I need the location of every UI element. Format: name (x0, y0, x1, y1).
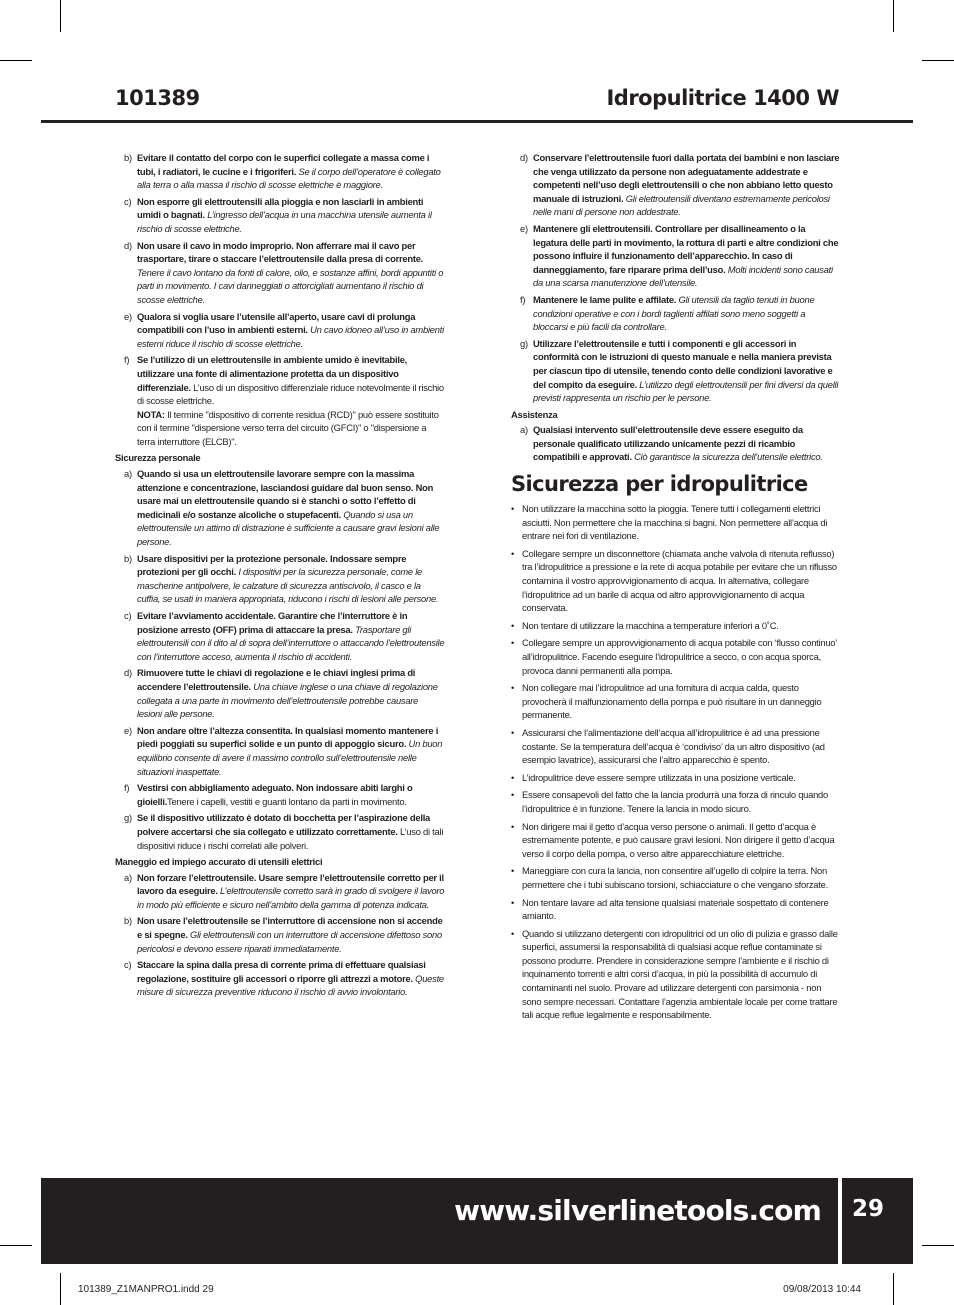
right-column (511, 151, 841, 1026)
bullet-dot-icon: • (511, 771, 515, 783)
item-letter: f) (124, 354, 130, 366)
item-letter: a) (124, 871, 132, 883)
list-item (511, 222, 841, 290)
list-item (115, 724, 445, 778)
item-text: Gli elettroutensili diventano estremamente pericolosi nelle mani di persone non addestrate. (533, 192, 830, 218)
item-bold-text: Qualora si voglia usare l’utensile all’aperto, usare cavi di prolunga compatibili con l’uso in ambienti esterni. (137, 310, 416, 336)
list-item (511, 337, 841, 405)
item-text: L’elettroutensile corretto sarà in grado di svolgere il lavoro in modo più efficiente e sicuro nell’ambito della gamma di potenza indicata. (137, 885, 445, 910)
bullet-item (511, 502, 841, 543)
list-item (115, 781, 445, 808)
crop-mark (60, 0, 61, 32)
note-text: Il termine "dispositivo di corrente residua (RCD)" può essere sostituito con il termine "dispersione verso terra del circuito (GFCI)" o "dispersione a terra interruttore (ELCB)". (137, 408, 439, 447)
list-item (115, 353, 445, 448)
file-slug: 101389_Z1MANPRO1.indd 29 (78, 1284, 214, 1295)
section-heading: Assistenza (511, 408, 558, 420)
bullet-text: Non dirigere mai il getto d’acqua verso persone o animali. Il getto d’acqua è estremamente potente, e può causare gravi lesioni. Non dirigere il getto d’acqua verso il corpo della pompa, o verso altre apparecchiature elettriche. (522, 820, 835, 859)
bullet-item (511, 771, 841, 785)
footer-divider (838, 1178, 842, 1264)
section-heading: Sicurezza personale (115, 452, 201, 464)
item-text: Tenere il cavo lontano da fonti di calore, olio, e sostanze affini, bordi appuntiti o parti in movimento. I cavi danneggiati o attorcigliati aumentano il rischio di scosse elettriche. (137, 266, 444, 305)
bullet-item (511, 681, 841, 722)
bullet-dot-icon: • (511, 547, 515, 559)
note (137, 408, 445, 449)
item-letter: b) (124, 552, 132, 564)
electrical-safety-list (115, 151, 445, 350)
item-bold-text: Evitare l’avviamento accidentale. Garantire che l’interruttore è in posizione arresto (OFF) prima di attaccare la presa. (137, 610, 408, 635)
crop-mark (0, 1245, 32, 1246)
item-letter: d) (124, 239, 132, 251)
bullet-text: L’idropulitrice deve essere sempre utilizzata in una posizione verticale. (522, 771, 796, 783)
bullet-item (511, 788, 841, 815)
bullet-list (511, 502, 841, 1022)
bullet-dot-icon: • (511, 503, 515, 515)
item-letter: f) (124, 782, 130, 794)
bullet-dot-icon: • (511, 865, 515, 877)
bullet-item (511, 820, 841, 861)
item-bold-text: Utilizzare l’elettroutensile e tutti i componenti e gli accessori in conformità con le istruzioni di questo manuale e nella maniera prevista per ciascun tipo di utensile, tenendo conto delle condizioni lavorative e del compito da eseguire. (533, 337, 833, 390)
list-item (115, 552, 445, 606)
list-item (115, 871, 445, 912)
item-letter: c) (124, 610, 132, 621)
bullet-item (511, 547, 841, 615)
bullet-dot-icon: • (511, 820, 515, 832)
item-letter: g) (124, 812, 132, 824)
item-bold-text: Se il dispositivo utilizzato è dotato di bocchetta per l’aspirazione della polvere accertarsi che sia collegato e utilizzato correttamente. (137, 812, 431, 837)
bullet-item (511, 619, 841, 633)
bullet-text: Assicurarsi che l’alimentazione dell’acqua all’idropulitrice è ad una pressione costante. Se la temperatura dell’acqua è ‘condiviso’ da un altro dispositivo (ad esempio lavatrice), assicurarsi che l’altro apparecchio è spento. (522, 726, 825, 766)
item-text: Tenere i capelli, vestiti e guanti lontano da parti in movimento. (167, 795, 407, 807)
item-text: Quando si usa un elettroutensile un attimo di distrazione è sufficiente a causare gravi lesioni alle persone. (137, 508, 440, 548)
item-bold-text: Non usare l’elettroutensile se l’interruttore di accensione non si accende e si spegne. (137, 915, 443, 941)
item-letter: b) (124, 152, 132, 163)
bullet-dot-icon: • (511, 726, 515, 738)
item-bold-text: Non usare il cavo in modo improprio. Non afferrare mai il cavo per trasportare, tirare o staccare l’elettroutensile dalla presa di corrente. (137, 239, 424, 265)
crop-mark (922, 1245, 954, 1246)
item-text: Un buon equilibrio consente di avere il massimo controllo sull’elettroutensile nelle situazioni inaspettate. (137, 738, 443, 777)
item-bold-text: Usare dispositivi per la protezione personale. Indossare sempre protezioni per gli occhi. (137, 552, 407, 578)
bullet-dot-icon: • (511, 619, 515, 631)
item-bold-text: Evitare il contatto del corpo con le superfici collegate a massa come i tubi, i radiatori, le cucine e i frigoriferi. (137, 152, 430, 177)
item-text: Gli elettroutensili con un interruttore di accensione difettoso sono pericolosi e devono essere riparati immediatamente. (137, 929, 442, 954)
item-text: L’uso di un dispositivo differenziale riduce notevolmente il rischio di scosse elettriche. (137, 381, 444, 407)
list-item (115, 151, 445, 192)
bullet-text: Non tentare lavare ad alta tensione qualsiasi materiale sospettato di contenere amianto. (522, 896, 829, 922)
bullet-item (511, 927, 841, 1022)
service-list (511, 423, 841, 464)
item-text: Se il corpo dell’operatore è collegato alla terra o alla massa il rischio di scosse elettriche è maggiore. (137, 165, 441, 191)
list-item (115, 195, 445, 236)
personal-safety-list (115, 467, 445, 852)
bullet-item (511, 726, 841, 767)
item-text: L’ingresso dell’acqua in una macchina utensile aumenta il rischio di scosse elettriche. (137, 209, 432, 234)
item-letter: d) (520, 152, 528, 163)
item-text: L’utilizzo degli elettroutensili per fini diversi da quelli previsti rappresenta un rischio per le persone. (533, 378, 839, 404)
item-text: Trasportare gli elettroutensili con il dito al di sopra dell’interruttore o attaccando l’elettroutensile con l’interruttore acceso, aumenta il rischio di accidenti. (137, 623, 445, 662)
item-text: Una chiave inglese o una chiave di regolazione collegata a una parte in movimento dell’elettroutensile potrebbe causare lesioni alle persone. (137, 680, 438, 720)
item-letter: g) (520, 337, 528, 349)
item-text: Molti incidenti sono causati da una scarsa manutenzione dell’utensile. (533, 263, 833, 289)
item-text: L’uso di tali dispositivi riduce i rischi correlati alle polveri. (137, 825, 444, 851)
item-letter: c) (124, 195, 132, 207)
crop-mark (60, 1273, 61, 1305)
page-title: Idropulitrice 1400 W (606, 86, 839, 110)
item-letter: b) (124, 915, 132, 927)
bullet-dot-icon: • (511, 927, 515, 939)
item-bold-text: Non esporre gli elettroutensili alla pioggia e non lasciarli in ambienti umidi o bagnati. (137, 195, 424, 221)
note-label: NOTA: (137, 408, 165, 420)
item-text: I dispositivi per la sicurezza personale, come le mascherine antipolvere, le calzature di sicurezza antiscivolo, il casco e la cuffia, se usati in maniera appropriata, riducono i rischi di lesioni alle persone. (137, 566, 439, 605)
item-letter: e) (520, 222, 528, 234)
tool-handling-list (115, 871, 445, 999)
item-bold-text: Non forzare l’elettroutensile. Usare sempre l’elettroutensile corretto per il lavoro da eseguire. (137, 871, 444, 897)
page-number: 29 (852, 1196, 885, 1222)
footer-band (41, 1178, 913, 1264)
section-heading-large: Sicurezza per idropulitrice (511, 472, 808, 497)
bullet-item (511, 636, 841, 677)
bullet-text: Collegare sempre un approvvigionamento di acqua potabile con ‘flusso continuo’ all’idropulitrice. Facendo eseguire l’idropulitrice a secco, o con acqua sporca, provoca danni permanenti alla pompa. (522, 637, 837, 676)
website-url: www.silverlinetools.com (454, 1194, 821, 1227)
item-text: Ciò garantisce la sicurezza dell’utensile elettrico. (631, 451, 823, 463)
list-item (115, 310, 445, 351)
item-bold-text: Rimuovere tutte le chiavi di regolazione e le chiavi inglesi prima di accendere l’elettroutensile. (137, 667, 416, 692)
item-letter: e) (124, 310, 132, 322)
item-letter: a) (124, 468, 132, 480)
item-bold-text: Mantenere le lame pulite e affilate. (533, 293, 677, 305)
item-letter: d) (124, 667, 132, 679)
bullet-text: Maneggiare con cura la lancia, non consentire all’ugello di colpire la terra. Non permettere che i tubi subiscano torsioni, schiacciature o che vengano sforzate. (522, 865, 828, 890)
item-text: Un cavo idoneo all’uso in ambienti esterni riduce il rischio di scosse elettriche. (137, 324, 444, 349)
section-heading: Maneggio ed impiego accurato di utensili elettrici (115, 856, 323, 868)
crop-mark (0, 60, 32, 61)
crop-mark (922, 60, 954, 61)
list-item (511, 293, 841, 334)
list-item (511, 151, 841, 219)
item-bold-text: Qualsiasi intervento sull’elettroutensile deve essere eseguito da personale qualificato utilizzando unicamente pezzi di ricambio compatibili e approvati. (533, 424, 803, 463)
item-letter: c) (124, 959, 132, 971)
item-text: Queste misure di sicurezza preventive riducono il rischio di avvio involontario. (137, 972, 444, 998)
bullet-item (511, 896, 841, 923)
list-item (115, 609, 445, 663)
list-item (115, 666, 445, 720)
item-bold-text: Quando si usa un elettroutensile lavorare sempre con la massima attenzione e concentrazione, lasciandosi guidare dal buon senso. Non usare mai un elettroutensile quando si è stanchi o sotto l’effetto di medicinali e/o sostanze alcoliche o stupefacenti. (137, 468, 434, 520)
item-bold-text: Se l’utilizzo di un elettroutensile in ambiente umido è inevitabile, utilizzare una fonte di alimentazione protetta da un dispositivo differenziale. (137, 354, 408, 393)
list-item (115, 914, 445, 955)
bullet-item (511, 864, 841, 891)
bullet-dot-icon: • (511, 789, 515, 801)
item-bold-text: Staccare la spina dalla presa di corrente prima di effettuare qualsiasi regolazione, sostituire gli accessori o riporre gli attrezzi a motore. (137, 959, 426, 984)
list-item (115, 811, 445, 852)
crop-mark (893, 0, 894, 32)
bullet-text: Non utilizzare la macchina sotto la pioggia. Tenere tutti i collegamenti elettrici asciutti. Non permettere che la macchina si bagni. Non permettere all’acqua di entrare nei fori di ventilazione. (522, 503, 828, 542)
bullet-dot-icon: • (511, 896, 515, 908)
list-item (511, 423, 841, 464)
bullet-text: Non tentare di utilizzare la macchina a temperature inferiori a 0˚C. (522, 619, 779, 631)
bullet-text: Non collegare mai l’idropulitrice ad una fornitura di acqua calda, questo provocherà il malfunzionamento della pompa e può risultare in un danneggio permanente. (522, 682, 822, 721)
list-item (115, 467, 445, 549)
bullet-text: Collegare sempre un disconnettore (chiamata anche valvola di ritenuta reflusso) tra l’idropulitrice a pressione e la rete di acqua potabile per evitare che un riflusso contamina il vostro approvvigionamento di acqua. In alternativa, collegare l’idropulitrice ad un barile di acqua od altro approvvigionamento di acqua conservata. (522, 547, 837, 614)
item-letter: e) (124, 724, 132, 736)
item-letter: f) (520, 293, 526, 305)
header-rule (41, 120, 913, 123)
list-item (115, 239, 445, 307)
bullet-dot-icon: • (511, 637, 515, 649)
bullet-text: Essere consapevoli del fatto che la lancia produrrà una forza di rinculo quando l’idropulitrice è in funzione. Tenere la lancia in modo sicuro. (522, 789, 828, 814)
bullet-dot-icon: • (511, 682, 515, 694)
item-bold-text: Non andare oltre l’altezza consentita. In qualsiasi momento mantenere i piedi poggiati su superfici solide e un punto di appoggio sicuro. (137, 724, 439, 750)
tool-handling-list (511, 151, 841, 405)
item-letter: a) (520, 424, 528, 436)
crop-mark (893, 1273, 894, 1305)
item-bold-text: Conservare l’elettroutensile fuori dalla portata dei bambini e non lasciare che venga utilizzato da persone non adeguatamente addestrate e competenti nell’uso degli elettroutensili o che non abbiano letto questo manuale di istruzioni. (533, 152, 840, 204)
bullet-text: Quando si utilizzano detergenti con idropulitrici od un olio di pulizia e grasso dalle superfici, assumersi la responsabilità di qualsiasi acque reflue contaminate si possono produrre. Prendere in considerazione sempre l’ambiente e il rischio di inquinamento torrenti e altri corsi d’acqua, in più la possibilità di accumulo di contaminanti nel suolo. Provare ad utilizzare detergenti con parsimonia - non sono sempre necessari. Contattare l’agenzia ambientale locale per come trattare tali acque reflue legalmente e responsabilmente. (522, 927, 838, 1021)
product-code: 101389 (115, 86, 200, 110)
list-item (115, 958, 445, 999)
item-bold-text: Mantenere gli elettroutensili. Controllare per disallineamento o la legatura delle parti in movimento, la rottura di parti e altre condizioni che possono influire il funzionamento dell’apparecchio. In caso di danneggiamento, fare riparare prima dell’uso. (533, 222, 839, 275)
date-slug: 09/08/2013 10:44 (783, 1284, 861, 1295)
item-bold-text: Vestirsi con abbigliamento adeguato. Non indossare abiti larghi o gioielli. (137, 782, 413, 807)
left-column (115, 151, 445, 1002)
item-text: Gli utensili da taglio tenuti in buone condizioni operative e con i bordi taglienti affilati sono meno soggetti a bloccarsi e più facili da controllare. (533, 293, 815, 333)
